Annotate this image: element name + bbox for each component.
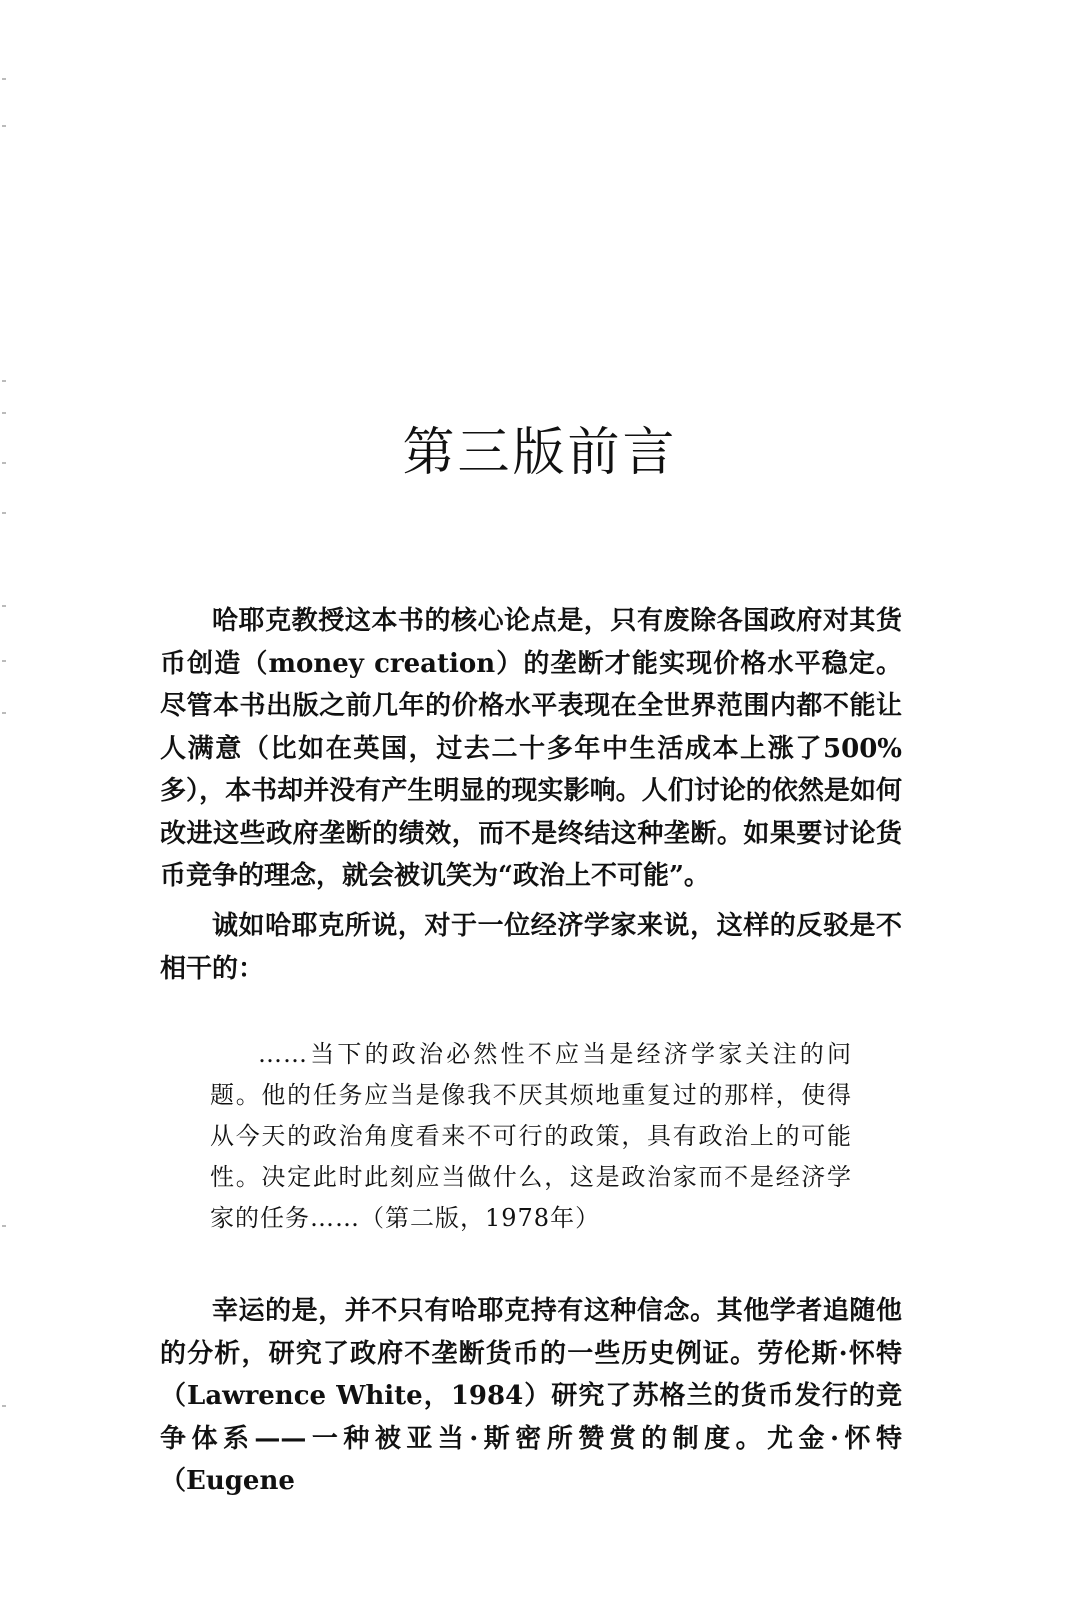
block-quote: ……当下的政治必然性不应当是经济学家关注的问题。他的任务应当是像我不厌其烦地重复过的那样，使得从今天的政治角度看来不可行的政策，具有政治上的可能性。决定此时此刻应当做什么，这是政治家而不是经济学家的任务……（第二版，1978年） [210, 1040, 852, 1232]
body-paragraph-3: 幸运的是，并不只有哈耶克持有这种信念。其他学者追随他的分析，研究了政府不垄断货币的一些历史例证。劳伦斯·怀特（Lawrence White，1984）研究了苏格兰的货币发行的竞争体系——一种被亚当·斯密所赞赏的制度。尤金·怀特（Eugene [160, 1296, 902, 1496]
body-paragraph-1: 哈耶克教授这本书的核心论点是，只有废除各国政府对其货币创造（money creation）的垄断才能实现价格水平稳定。尽管本书出版之前几年的价格水平表现在全世界范围内都不能让人满意（比如在英国，过去二十多年中生活成本上涨了500%多），本书却并没有产生明显的现实影响。人们讨论的依然是如何改进这些政府垄断的绩效，而不是终结这种垄断。如果要讨论货币竞争的理念，就会被讥笑为“政治上不可能”。 [160, 606, 902, 891]
body-paragraph-2: 诚如哈耶克所说，对于一位经济学家来说，这样的反驳是不相干的： [160, 911, 902, 984]
page-title: 第三版前言 [402, 422, 678, 483]
scan-edge-marks [0, 0, 12, 1608]
